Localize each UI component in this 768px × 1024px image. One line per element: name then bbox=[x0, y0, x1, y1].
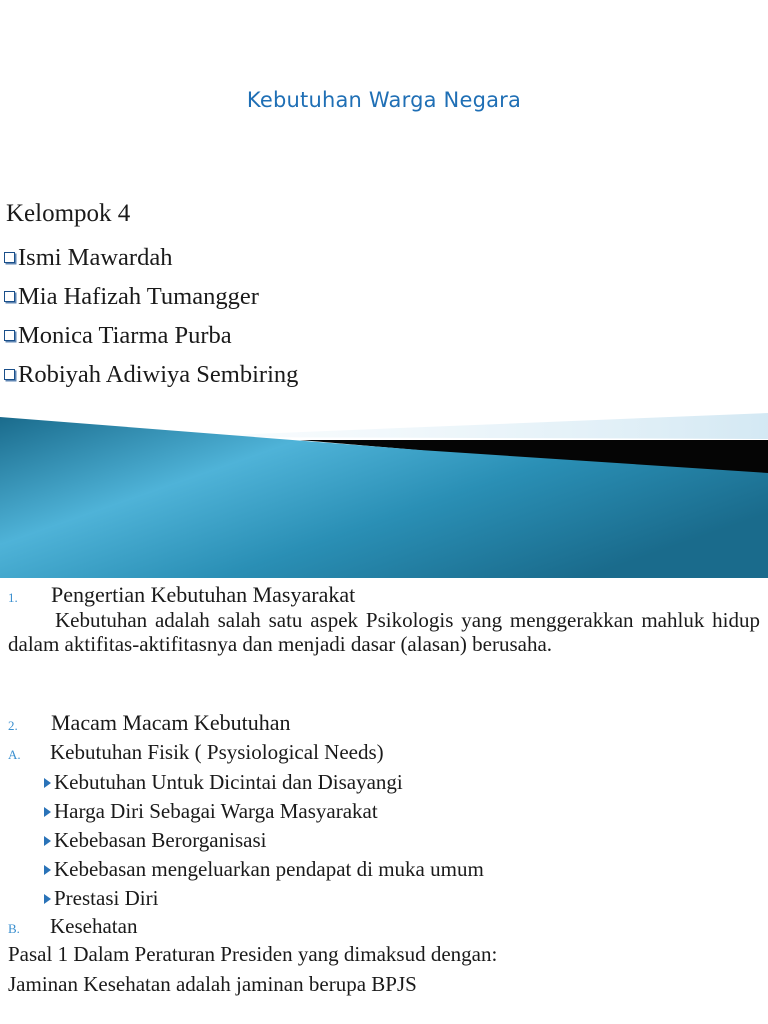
section-title: Pengertian Kebutuhan Masyarakat bbox=[51, 582, 356, 607]
square-bullet-icon bbox=[4, 330, 15, 341]
list-item bbox=[4, 316, 298, 355]
arrow-bullet-icon bbox=[44, 807, 51, 817]
list-item bbox=[44, 855, 484, 884]
subsection-label: Kesehatan bbox=[50, 914, 138, 938]
subsection-label: Kebutuhan Fisik ( Psysiological Needs) bbox=[50, 740, 384, 764]
arrow-bullet-icon bbox=[44, 865, 51, 875]
section-title: Macam Macam Kebutuhan bbox=[51, 710, 291, 735]
needs-list bbox=[44, 768, 484, 913]
subsection-b bbox=[8, 914, 137, 939]
arrow-bullet-icon bbox=[44, 778, 51, 788]
square-bullet-icon bbox=[4, 252, 15, 263]
list-item bbox=[44, 826, 484, 855]
square-bullet-icon bbox=[4, 369, 15, 380]
list-item-text: Kebutuhan Untuk Dicintai dan Disayangi bbox=[54, 770, 403, 794]
decorative-banner bbox=[0, 405, 768, 578]
subsection-a bbox=[8, 740, 384, 765]
subsection-letter: B. bbox=[8, 921, 20, 936]
list-item bbox=[44, 797, 484, 826]
section-heading bbox=[8, 710, 290, 736]
square-bullet-icon bbox=[4, 291, 15, 302]
list-item-text: Kebebasan mengeluarkan pendapat di muka umum bbox=[54, 857, 484, 881]
bpjs-line: Jaminan Kesehatan adalah jaminan berupa BPJS bbox=[8, 972, 417, 996]
section-heading bbox=[8, 582, 355, 608]
list-item bbox=[4, 355, 298, 394]
member-name: Mia Hafizah Tumangger bbox=[18, 283, 259, 310]
section-number: 1. bbox=[8, 590, 18, 605]
regulation-line: Pasal 1 Dalam Peraturan Presiden yang dimaksud dengan: bbox=[8, 942, 498, 966]
member-name: Ismi Mawardah bbox=[18, 244, 173, 271]
arrow-bullet-icon bbox=[44, 894, 51, 904]
group-label: Kelompok 4 bbox=[6, 200, 131, 227]
subsection-letter: A. bbox=[8, 747, 21, 762]
list-item-text: Prestasi Diri bbox=[54, 886, 159, 910]
member-name: Robiyah Adiwiya Sembiring bbox=[18, 361, 299, 388]
list-item bbox=[44, 884, 484, 913]
slide-title: Kebutuhan Warga Negara bbox=[246, 88, 522, 112]
arrow-bullet-icon bbox=[44, 836, 51, 846]
definition-paragraph: Kebutuhan adalah salah satu aspek Psikologis yang menggerakkan mahluk hidup dalam aktifitas-aktifitasnya dan menjadi dasar (alasan) berusaha. bbox=[8, 608, 760, 656]
list-item bbox=[44, 768, 484, 797]
section-number: 2. bbox=[8, 718, 18, 733]
member-name: Monica Tiarma Purba bbox=[18, 322, 232, 349]
list-item-text: Kebebasan Berorganisasi bbox=[54, 828, 267, 852]
list-item bbox=[4, 277, 298, 316]
list-item-text: Harga Diri Sebagai Warga Masyarakat bbox=[54, 799, 378, 823]
list-item bbox=[4, 238, 298, 277]
member-list bbox=[4, 238, 298, 394]
